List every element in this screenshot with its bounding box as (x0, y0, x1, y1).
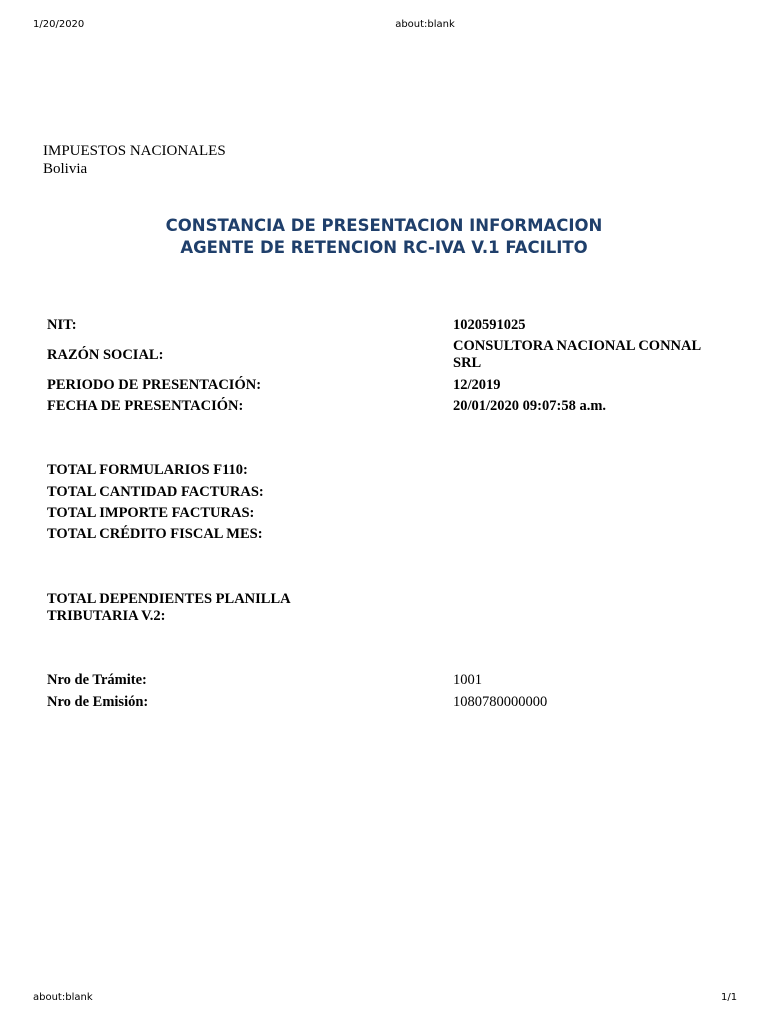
print-date: 1/20/2020 (33, 19, 85, 30)
document-title-line-2: AGENTE DE RETENCION RC-IVA V.1 FACILITO (180, 238, 588, 257)
total-importe-facturas-label: TOTAL IMPORTE FACTURAS: (47, 505, 255, 521)
total-cantidad-facturas-label: TOTAL CANTIDAD FACTURAS: (47, 484, 264, 500)
total-dependientes-label-line-2: TRIBUTARIA V.2: (47, 608, 166, 624)
total-dependientes-label-line-1: TOTAL DEPENDIENTES PLANILLA (47, 591, 291, 607)
fecha-value: 20/01/2020 09:07:58 a.m. (453, 398, 607, 414)
fecha-label: FECHA DE PRESENTACIÓN: (47, 398, 244, 414)
nro-tramite-value: 1001 (453, 672, 482, 688)
periodo-value: 12/2019 (453, 377, 501, 393)
razon-social-value (453, 338, 701, 372)
periodo-label: PERIODO DE PRESENTACIÓN: (47, 377, 262, 393)
total-formularios-label: TOTAL FORMULARIOS F110: (47, 462, 248, 478)
razon-social-value-line-1: CONSULTORA NACIONAL CONNAL (453, 338, 702, 354)
razon-social-label: RAZÓN SOCIAL: (47, 347, 164, 363)
print-footer-url: about:blank (33, 992, 93, 1003)
print-header-url: about:blank (395, 19, 455, 30)
razon-social-value-line-2: SRL (453, 355, 482, 371)
nit-value: 1020591025 (453, 317, 526, 333)
total-dependientes-label (47, 591, 291, 625)
nro-emision-label: Nro de Emisión: (47, 694, 149, 710)
nro-tramite-label: Nro de Trámite: (47, 672, 147, 688)
nro-emision-value: 1080780000000 (453, 694, 548, 710)
agency-block (43, 142, 226, 178)
print-page-number: 1/1 (721, 992, 738, 1003)
document-title-line-1: CONSTANCIA DE PRESENTACION INFORMACION (165, 216, 603, 235)
agency-name: IMPUESTOS NACIONALES (43, 143, 226, 159)
total-credito-fiscal-label: TOTAL CRÉDITO FISCAL MES: (47, 526, 263, 542)
nit-label: NIT: (47, 317, 77, 333)
agency-country: Bolivia (43, 161, 88, 177)
